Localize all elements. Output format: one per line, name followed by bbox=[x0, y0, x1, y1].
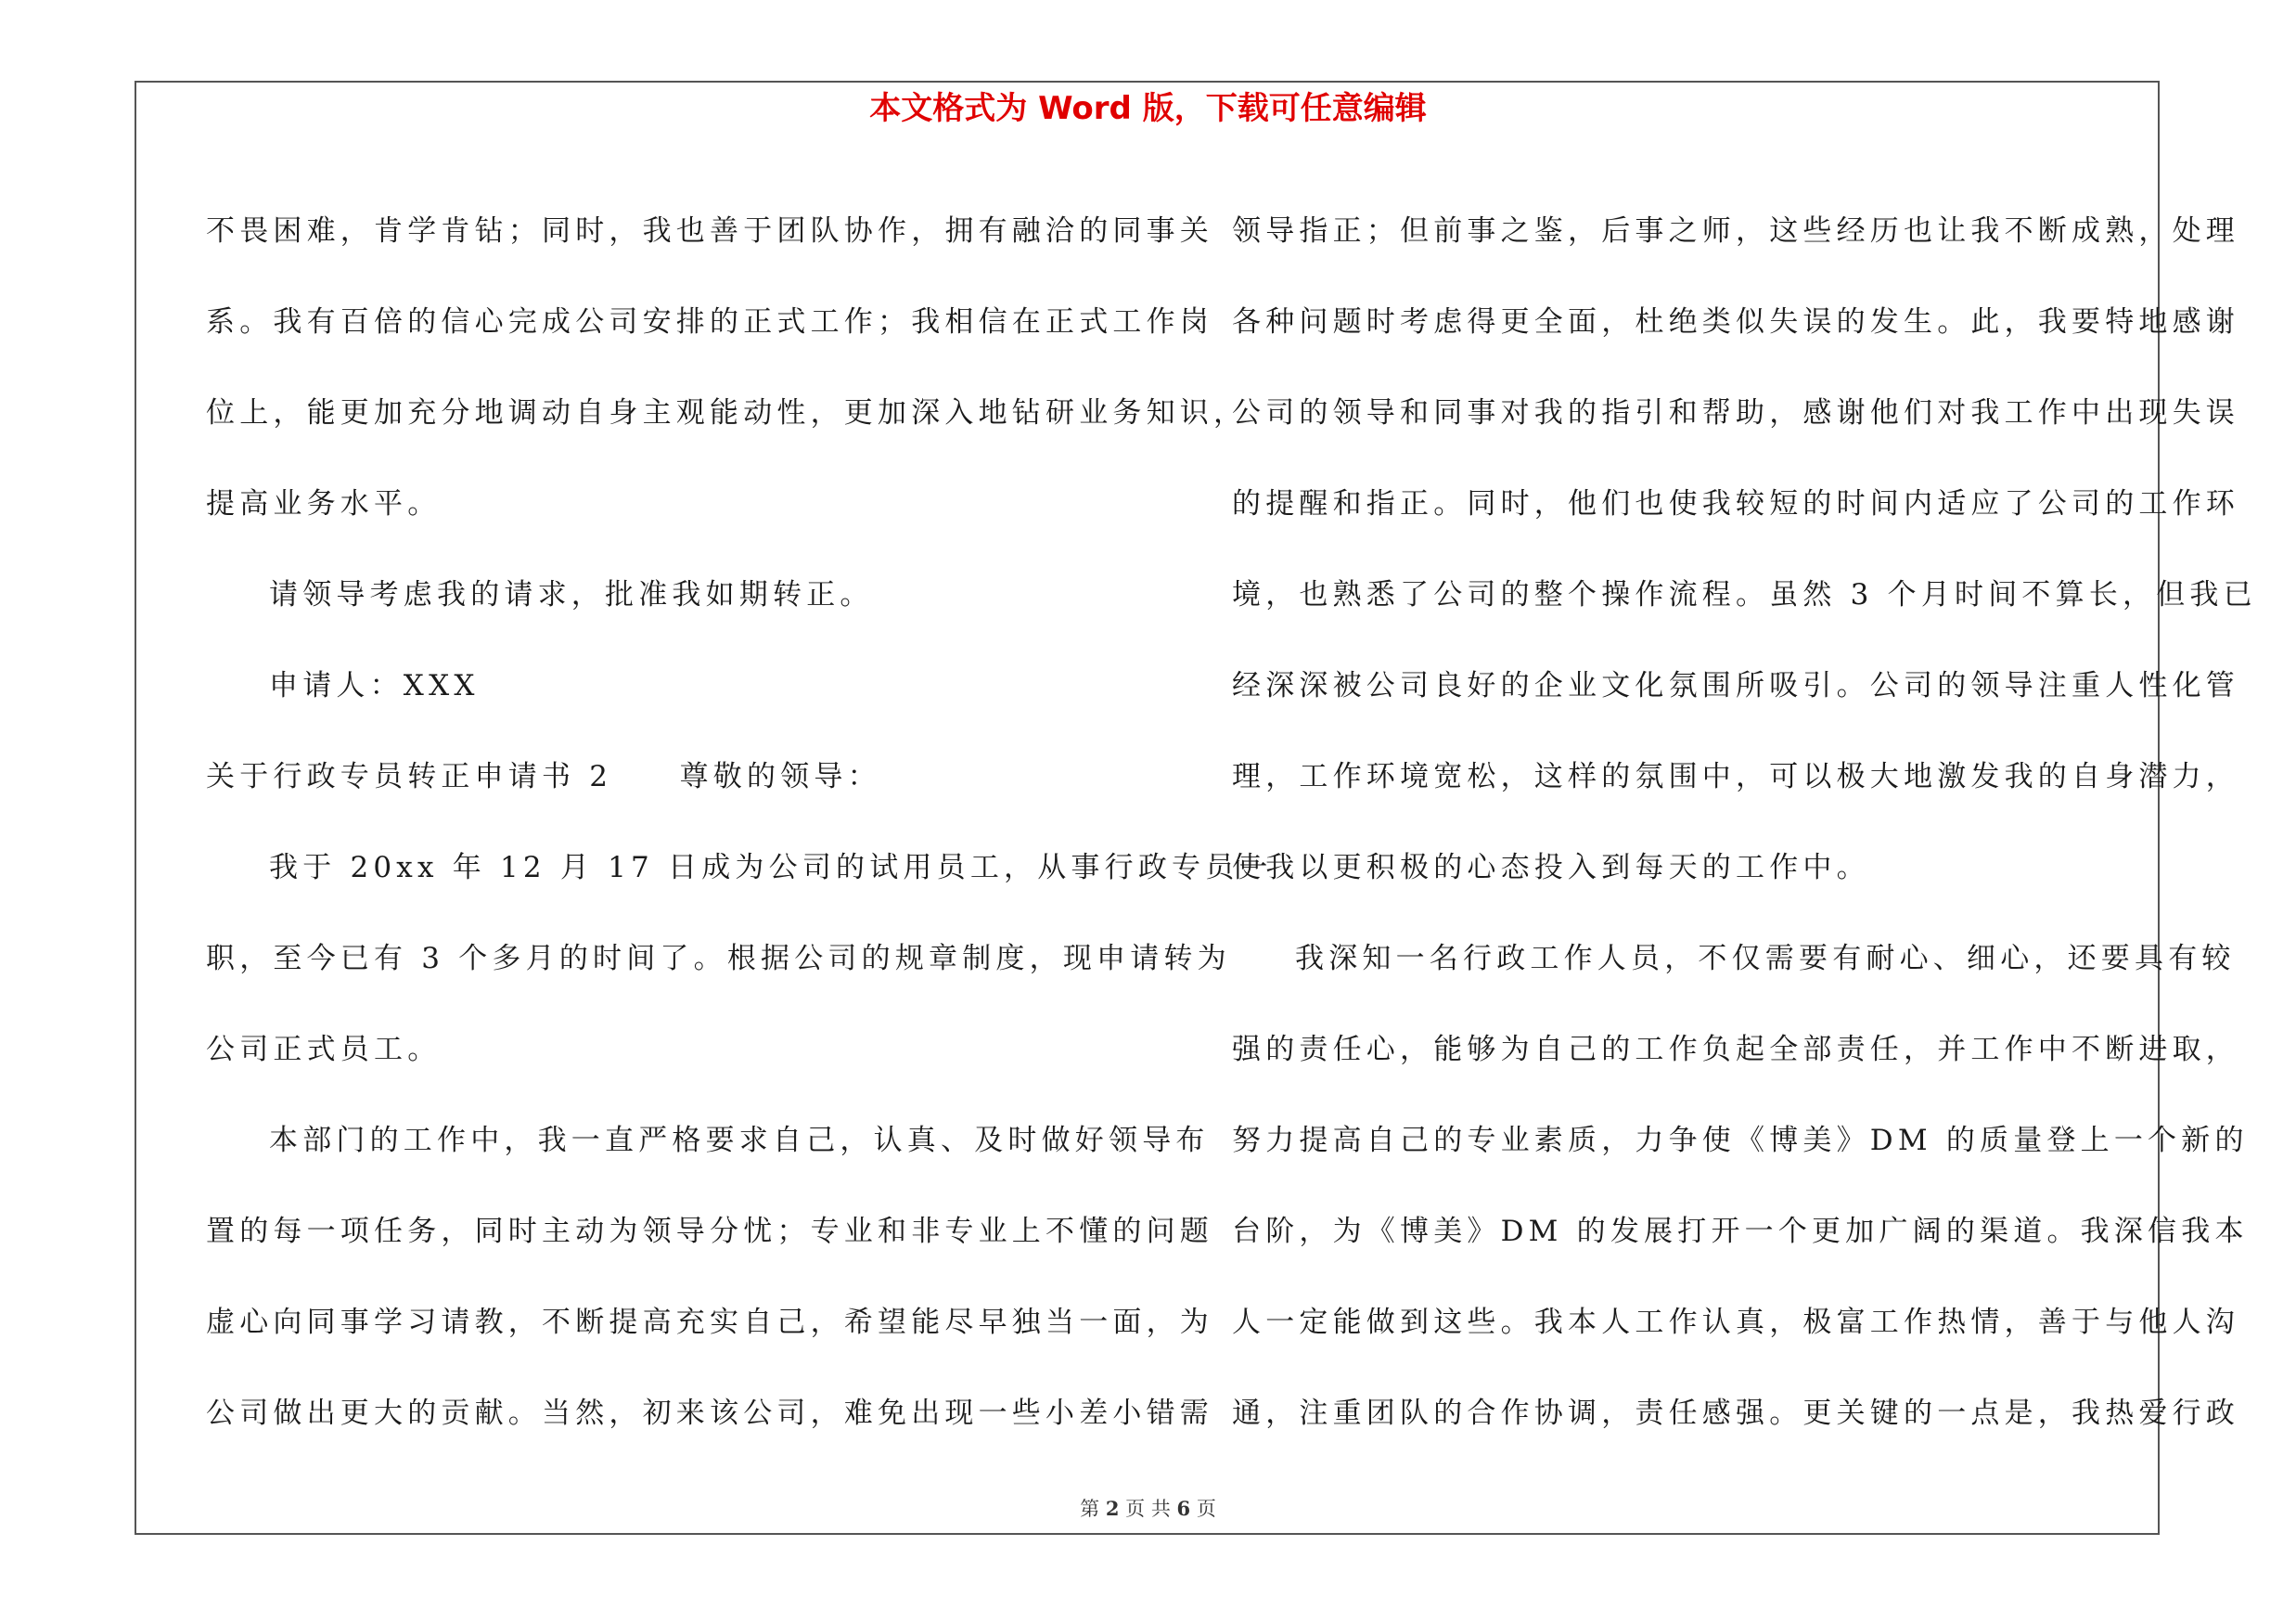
footer-middle: 页 共 bbox=[1125, 1498, 1171, 1520]
text-line: 经深深被公司良好的企业文化氛围所吸引。公司的领导注重人性化管 bbox=[1232, 669, 2239, 702]
text-line: 强的责任心，能够为自己的工作负起全部责任，并工作中不断进取， bbox=[1232, 1033, 2239, 1066]
footer-prefix: 第 bbox=[1080, 1498, 1100, 1520]
text-line: 努力提高自己的专业素质，力争使《博美》DM 的质量登上一个新的 bbox=[1232, 1124, 2249, 1157]
text-line: 提高业务水平。 bbox=[206, 487, 442, 521]
text-line: 境，也熟悉了公司的整个操作流程。虽然 3 个月时间不算长，但我已 bbox=[1232, 578, 2257, 612]
text-line: 位上，能更加充分地调动自身主观能动性，更加深入地钻研业务知识， bbox=[206, 396, 1248, 430]
text-line: 置的每一项任务，同时主动为领导分忧；专业和非专业上不懂的问题 bbox=[206, 1215, 1213, 1248]
text-line: 职，至今已有 3 个多月的时间了。根据公司的规章制度，现申请转为 bbox=[206, 942, 1231, 975]
text-line: 通，注重团队的合作协调，责任感强。更关键的一点是，我热爱行政 bbox=[1232, 1397, 2239, 1430]
total-page-number: 6 bbox=[1176, 1497, 1191, 1520]
text-line: 的提醒和指正。同时，他们也使我较短的时间内适应了公司的工作环 bbox=[1232, 487, 2239, 521]
text-line: 各种问题时考虑得更全面，杜绝类似失误的发生。此，我要特地感谢 bbox=[1232, 305, 2239, 339]
current-page-number: 2 bbox=[1105, 1497, 1120, 1520]
paragraph bbox=[1232, 186, 2257, 1459]
paragraph bbox=[206, 186, 1273, 1459]
text-line: 公司做出更大的贡献。当然，初来该公司，难免出现一些小差小错需 bbox=[206, 1397, 1213, 1430]
format-notice: 本文格式为 Word 版，下载可任意编辑 bbox=[869, 90, 1427, 127]
text-line: 公司正式员工。 bbox=[206, 1033, 442, 1066]
text-line: 本部门的工作中，我一直严格要求自己，认真、及时做好领导布 bbox=[269, 1124, 1210, 1157]
page-number-footer bbox=[0, 1494, 2296, 1522]
text-line: 人一定能做到这些。我本人工作认真，极富工作热情，善于与他人沟 bbox=[1232, 1306, 2239, 1339]
text-line: 虚心向同事学习请教，不断提高充实自己，希望能尽早独当一面，为 bbox=[206, 1306, 1213, 1339]
left-column bbox=[206, 186, 1273, 1459]
text-line: 台阶，为《博美》DM 的发展打开一个更加广阔的渠道。我深信我本 bbox=[1232, 1215, 2249, 1248]
applicant-line: 申请人：XXX bbox=[269, 669, 480, 702]
text-line: 我深知一名行政工作人员，不仅需要有耐心、细心，还要具有较 bbox=[1295, 942, 2236, 975]
text-line: 不畏困难，肯学肯钻；同时，我也善于团队协作，拥有融洽的同事关 bbox=[206, 214, 1213, 248]
text-line: 理，工作环境宽松，这样的氛围中，可以极大地激发我的自身潜力， bbox=[1232, 760, 2239, 793]
text-line: 我于 20xx 年 12 月 17 日成为公司的试用员工，从事行政专员一 bbox=[269, 851, 1273, 884]
text-line: 公司的领导和同事对我的指引和帮助，感谢他们对我工作中出现失误 bbox=[1232, 396, 2239, 430]
text-line: 系。我有百倍的信心完成公司安排的正式工作；我相信在正式工作岗 bbox=[206, 305, 1213, 339]
footer-suffix: 页 bbox=[1196, 1498, 1216, 1520]
text-line: 使我以更积极的心态投入到每天的工作中。 bbox=[1232, 851, 1870, 884]
right-column bbox=[1232, 186, 2257, 1459]
text-line: 请领导考虑我的请求，批准我如期转正。 bbox=[269, 578, 874, 612]
text-line: 领导指正；但前事之鉴，后事之师，这些经历也让我不断成熟，处理 bbox=[1232, 214, 2239, 248]
section-title: 关于行政专员转正申请书 2 尊敬的领导： bbox=[206, 760, 881, 793]
